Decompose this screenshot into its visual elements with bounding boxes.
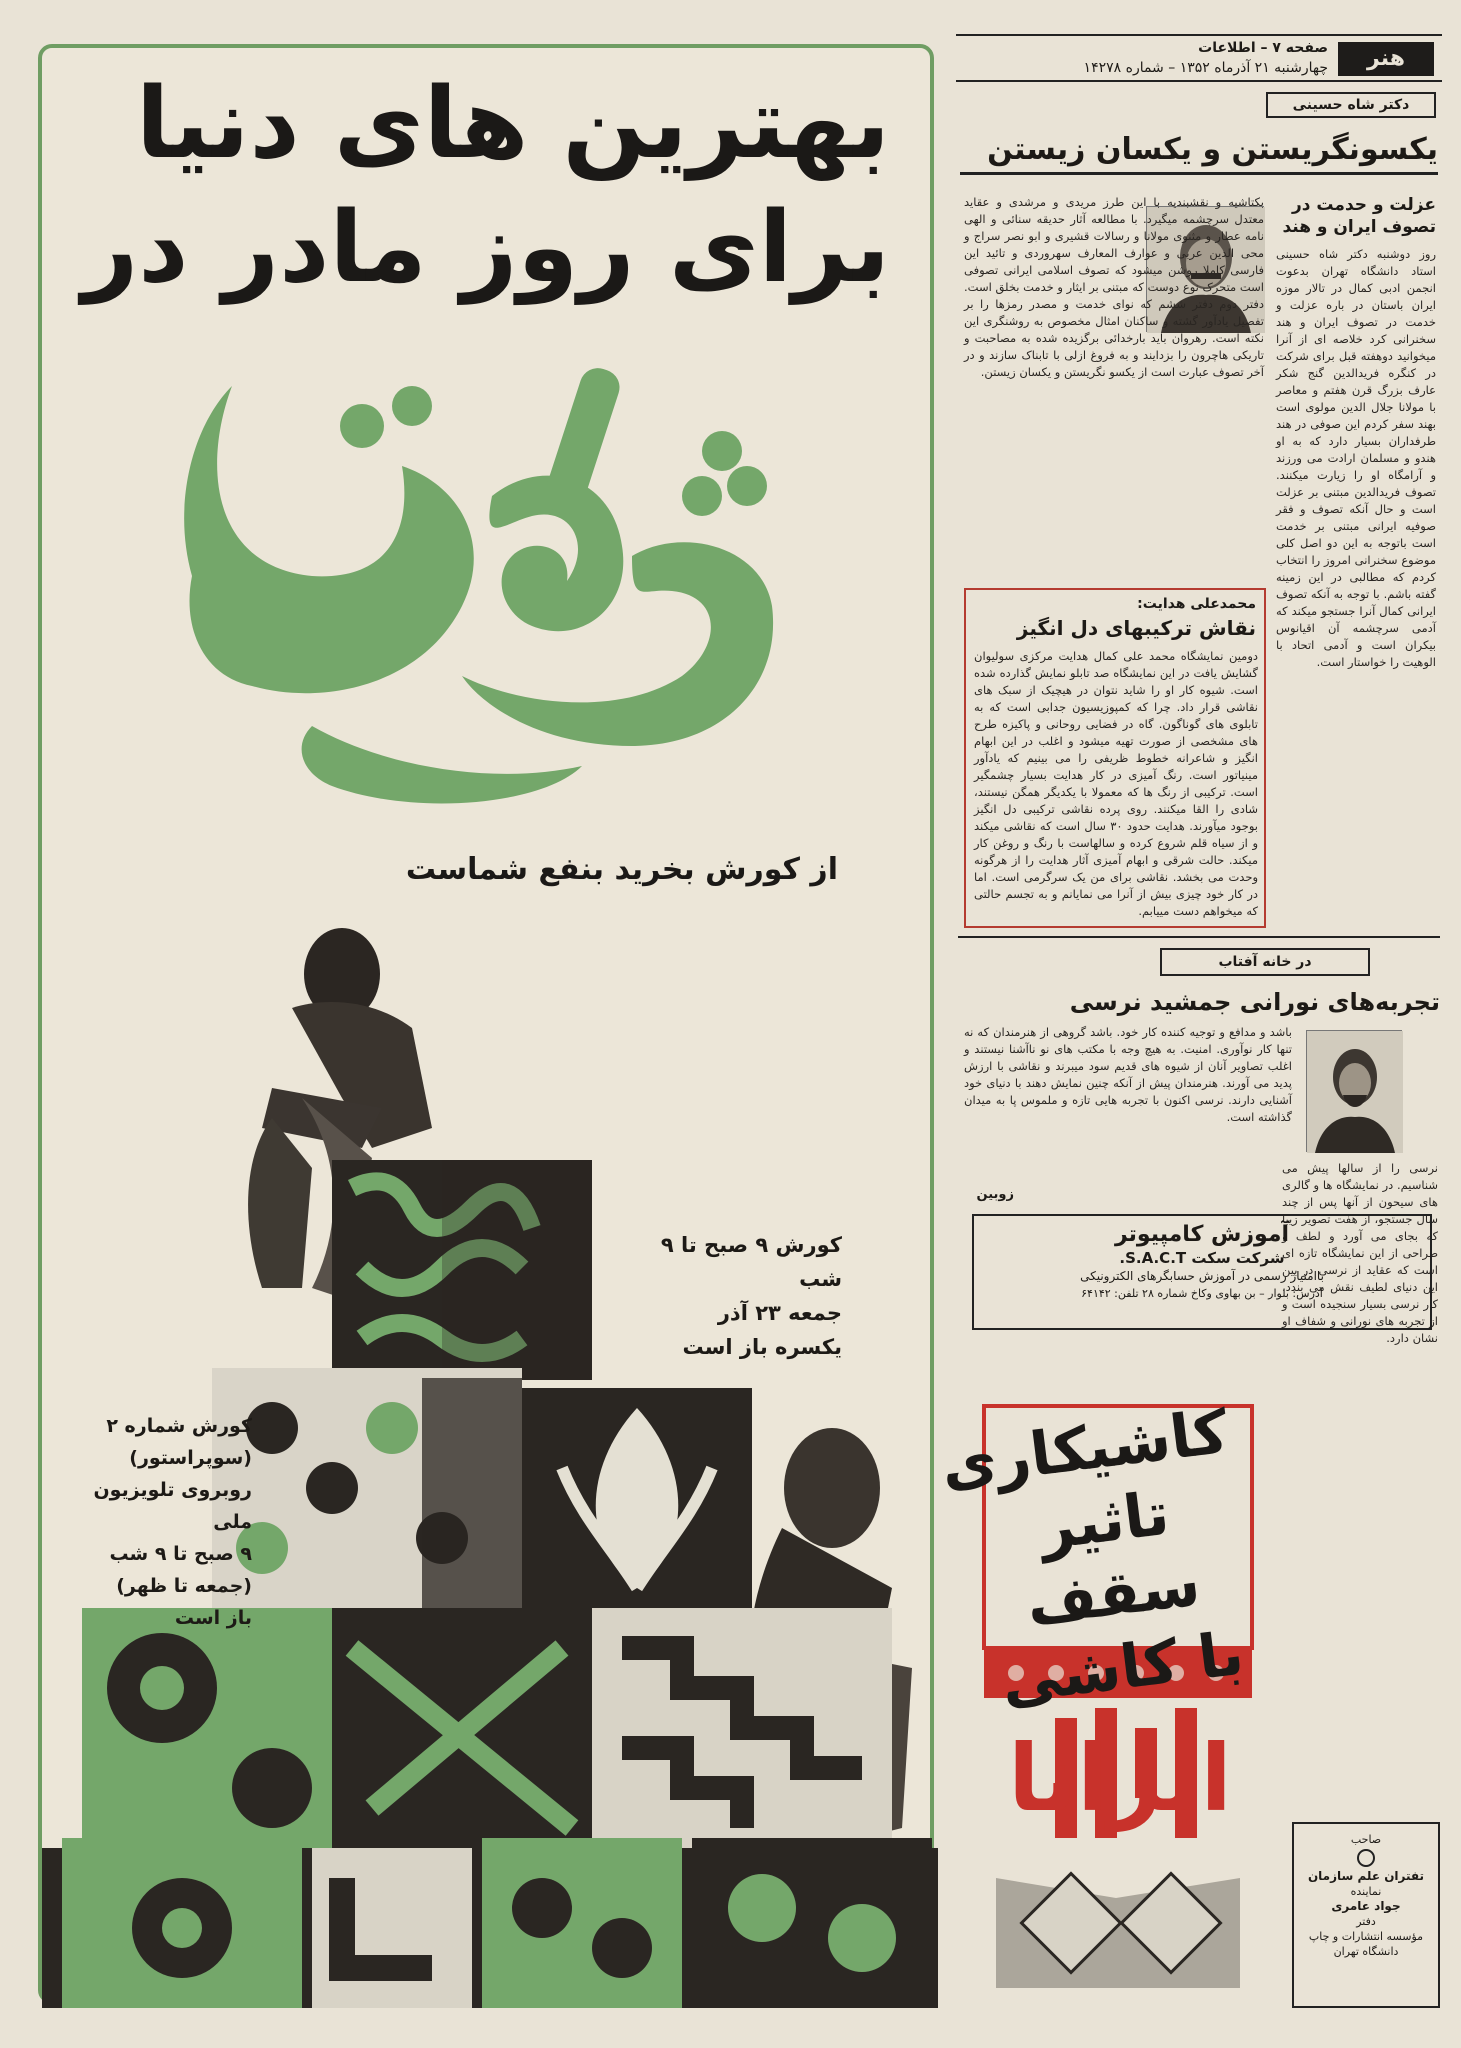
imprint-name1: تفتران علم سازمان bbox=[1307, 1869, 1425, 1883]
article1-body-right: روز دوشنبه دکتر شاه حسینی استاد دانشگاه تهران بدعوت انجمن ادبی کمال در تالار موزه ایران باستان در باره عزلت و خدمت در تصوف ایران و هند سخنرانی کرد خلاصه ای از آنرا میخوانید دوهفته قبل برای شرکت در کنگره فریدالدین گنج شکر عارف بزرگ قرن هفتم و معاصر با مولانا جلال الدین مولوی است بهند سفر کردم این صوفی در هند طرفداران بسیار دارد که به او هندو و مسلمان ارادت می ورزند و آرامگاه او را زیارت میکنند. تصوف فریدالدین مبتنی بر عزلت است و حال آنکه تصوف و فقر صوفیه ایرانی مبتنی بر خدمت است باتوجه به این دو اصل کلی موضوع سخنرانی امروز را انتخاب کردم که مطالبی در این زمینه گفته باشم. با توجه به آنکه تصوف ایرانی کمال آنرا جستجو میکند که آدمی سرچشمه آن اقیانوس بیکران است و آدمی اتحاد با الوهیت را خواستار است. bbox=[1276, 247, 1436, 669]
masthead-page-line: صفحه ۷ – اطلاعات bbox=[1198, 40, 1328, 56]
computer-ad-line: باامتیاز رسمی در آموزش حسابگرهای الکترونیکی bbox=[1080, 1269, 1324, 1283]
article1-author: دکتر شاه حسینی bbox=[1266, 92, 1436, 118]
ad-hours-line3: یکسره باز است bbox=[682, 1335, 842, 1359]
ad-branch-line4: (جمعه تا ظهر) bbox=[116, 1575, 252, 1597]
ad-branch-line2: روبروی تلویزیون ملی bbox=[93, 1479, 252, 1533]
article2-box bbox=[964, 588, 1266, 928]
ad-branch-line1: کورش شماره ۲ (سوپراستور) bbox=[106, 1415, 252, 1469]
newspaper-imprint bbox=[1292, 1822, 1440, 2008]
article2-author: محمدعلی هدایت: bbox=[1137, 596, 1256, 612]
imprint-label1: صاحب bbox=[1350, 1833, 1382, 1846]
imprint-name2: جواد عامری bbox=[1331, 1899, 1401, 1913]
ad-illustration bbox=[42, 48, 938, 2008]
computer-ad-address: آدرس: بلوار – بن بهاوی وکاخ شماره ۲۸ تلفن: ۶۴۱۴۲ bbox=[1081, 1287, 1323, 1300]
ad-branch-info bbox=[52, 1410, 252, 1634]
box-bottom-row bbox=[82, 1608, 892, 1848]
article2-body: دومین نمایشگاه محمد علی کمال هدایت مرکزی سولیوان گشایش یافت در این نمایشگاه صد تابلو نمایش گذارده شده است. شیوه کار او را شاید نتوان در هیچیک از سبک های نقاشی قرار داد. چرا که کمپوزیسیون جدابی است که به تابلوی های گوناگون. گاه در فضایی روحانی و پاکیزه طرح های مشخصی از صورت تهیه میشود و اغلب در این ابهام انگیز و شاعرانه خطوط ظریفی را می بینیم که یادآور مینیاتور است. رنگ آمیزی در کار هدایت بسیار چشمگیر است. ترکیبی از رنگ ها که معمولا با یکدیگر همگن نیستند، شادی را القا میکنند. روی پرده نقاشی ترکیبی دل انگیز بوجود میآورند. هدایت حدود ۳۰ سال است که نقاشی میکند و از سیاه قلم شروع کرده و سالهاست با رنگ و روغن کار میکند. حالت شرقی و ابهام آمیزی آثار هدایت را از هرگونه وحدت می بخشد. نقاشی برای من یک سرگرمی است. اما در کار خود چیزی بیش از آنرا می نمایانم و به تجسم حالتی که میخواهم دست مییابم. bbox=[974, 649, 1258, 918]
box-base-row bbox=[42, 1838, 938, 2008]
ad-hours-line1: کورش ۹ صبح تا ۹ شب bbox=[660, 1233, 842, 1291]
article3-artist-photo bbox=[1306, 1030, 1402, 1152]
kourosh-advertisement bbox=[38, 44, 934, 2004]
article3-body-left: باشد و مدافع و توجیه کننده کار خود. باشد گروهی از هنرمندان که نه تنها کار نوآوری. امنیت. به هیچ وجه با مکتب های نو ناآشنا نیستند و اغلب تصاویر آنان از شیوه های قدیم سود میبرند و نقاشی با ارزش پدید می آورند. هنرمندان پیش از آنکه چنین نمایش دهند با دنیای خود آشنایی دارند. نرسی اکنون با تجربه هایی تازه و ملموس پا به میدان گذاشته است. bbox=[964, 1025, 1292, 1124]
tile-ad-slogan bbox=[937, 1395, 1259, 1721]
ad-branch-line3: ۹ صبح تا ۹ شب bbox=[109, 1543, 252, 1565]
article2-title: نقاش ترکیبهای دل انگیز bbox=[1016, 616, 1256, 640]
tile-advertisement bbox=[937, 1396, 1260, 2002]
article1-body-left: بکتاشیه و نقشبندیه با این طرز مریدی و مرشدی و عقاید معتدل سرچشمه میگیرد. با مطالعه آثار حدیقه سنائی و الهی نامه عطار و مثنوی مولانا و رسالات قشیری و ابو نصر سراج و محی الدین عربی و عوارف المعارف سهروردی و تائید این فارسی کاملا روشن میشود که تصوف اسلامی ایرانی تصوفی است متحرک نوع دوست که مبتنی بر ایثار و خدمت بخلق است. دفتر دوم دفتر ششم که نوای خدمت و مصدر رمزها را بر تفصیل یادآور گشته و ساکنان امثال مخصوص به روشنگری این نکته است. رهروان باید بارخدائی برگزیده شده به مصاحبت و تاریکی هاچرون را بزدایند و به فروغ ازلی با تابناک سازند و در آخر تصوف عبارت است از یکسو نگریستن و یکسان زیستن. bbox=[964, 195, 1264, 379]
masthead-date-line: چهارشنبه ۲۱ آذرماه ۱۳۵۲ – شماره ۱۴۲۷۸ bbox=[1083, 60, 1328, 76]
article1-title: یکسونگریستن و یکسان زیستن bbox=[960, 128, 1438, 175]
article3-kicker: در خانه آفتاب bbox=[1160, 948, 1370, 976]
article3-signature: زوبین bbox=[976, 1187, 1014, 1202]
ad-opening-hours bbox=[632, 1228, 842, 1364]
article1-subhead-line2: تصوف ایران و هند bbox=[1282, 217, 1436, 237]
imprint-label3: دفتر bbox=[1356, 1915, 1376, 1928]
article3-body-right: نرسی را از سالها پیش می شناسیم. در نمایشگاه ها و گالری های سیحون از آنها پس از چند سال جستجو، از هفت تصویر زیبا که بجای می آورد و لطف و طراحی از این نمایشگاه تازه ای است که عقاید از نرسی در بین این دنیای لطیف نقش می بندد. کار نرسی بسیار سنجیده است و از تجربه های نورانی و شفاف او نشان دارد. bbox=[1282, 1161, 1438, 1345]
imprint-emblem-icon bbox=[1357, 1849, 1375, 1867]
tile-ad-brand: ایرانا bbox=[1008, 1725, 1232, 1832]
box-middle-left bbox=[212, 1368, 522, 1628]
tile-ad-line1: کاشیکاری bbox=[937, 1396, 1232, 1502]
ad-hours-line2: جمعه ۲۳ آذر bbox=[717, 1301, 842, 1325]
section-badge: هنر bbox=[1338, 42, 1434, 76]
ad-headline-line1: بهترین های دنیا bbox=[135, 67, 890, 181]
tile-ad-line3: با کاشی bbox=[997, 1618, 1248, 1718]
computer-ad-heading: آموزش کامپیوتر bbox=[1114, 1222, 1289, 1247]
ad-slogan: از کورش بخرید بنفع شماست bbox=[405, 852, 838, 887]
imprint-line: مؤسسه انتشارات و چاپ دانشگاه تهران bbox=[1308, 1930, 1424, 1958]
computer-ad-company: شرکت سکت S.A.C.T. bbox=[1119, 1249, 1285, 1267]
tile-ad-line2: تاثیر سقف bbox=[1023, 1478, 1204, 1641]
article3-title: تجربه‌های نورانی جمشید نرسی bbox=[1069, 988, 1440, 1016]
ad-branch-line5: باز است bbox=[174, 1607, 252, 1629]
portrait-image bbox=[1307, 1031, 1403, 1153]
section-divider bbox=[958, 936, 1440, 938]
article1-subhead-line1: عزلت و حدمت در bbox=[1292, 195, 1436, 215]
box-top bbox=[332, 1160, 592, 1380]
page-masthead bbox=[956, 34, 1442, 82]
ad-headline-line2: برای روز مادر در bbox=[81, 191, 890, 305]
article1-subhead bbox=[1276, 194, 1436, 238]
imprint-label2: نماینده bbox=[1350, 1885, 1382, 1898]
box-middle-center bbox=[522, 1388, 752, 1608]
computer-training-ad bbox=[972, 1214, 1432, 1330]
